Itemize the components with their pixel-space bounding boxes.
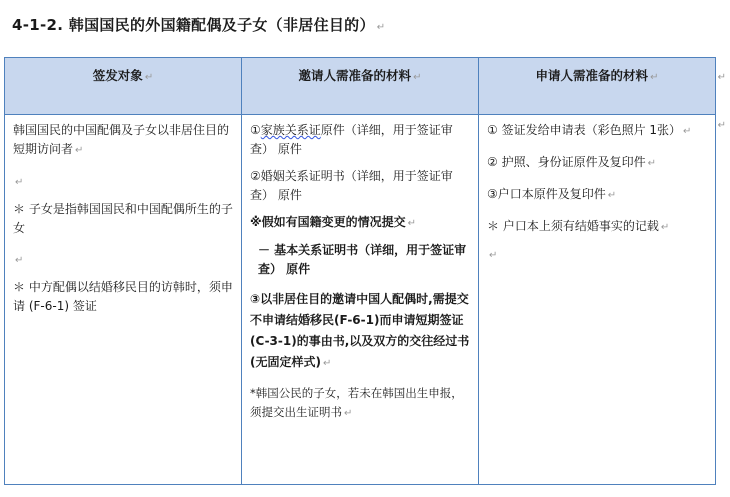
header-issuance-target bbox=[5, 58, 242, 115]
paragraph-mark: ↵ bbox=[144, 72, 154, 83]
marriage-visa-note: ＊ 中方配偶以结婚移民目的访韩时，须申请 (F-6-1) 签证 bbox=[13, 280, 233, 313]
header-issuance-target-text: 签发对象 bbox=[92, 68, 143, 83]
paragraph-mark: ↵ bbox=[376, 22, 386, 33]
paragraph-mark: ↵ bbox=[660, 222, 670, 233]
cell-applicant-materials bbox=[479, 115, 716, 485]
nationality-change-note: ※假如有国籍变更的情况提交 bbox=[250, 215, 406, 229]
paragraph-mark: ↵ bbox=[15, 255, 24, 266]
household-register-note: ＊ 户口本上须有结婚事实的记载 bbox=[487, 219, 659, 233]
item1-number: ① bbox=[250, 123, 261, 137]
paragraph-mark: ↵ bbox=[322, 358, 332, 369]
table-row bbox=[5, 115, 716, 485]
item1-spellcheck-text: 家族关系证 bbox=[260, 123, 321, 137]
cell-issuance-target bbox=[5, 115, 242, 485]
paragraph-mark: ↵ bbox=[344, 408, 353, 419]
row-end-mark: ↵ bbox=[717, 120, 726, 131]
paragraph-mark: ↵ bbox=[683, 126, 692, 137]
header-inviter-materials-text: 邀请人需准备的材料 bbox=[298, 68, 412, 83]
section-title bbox=[12, 14, 385, 35]
cell-inviter-materials bbox=[242, 115, 479, 485]
row-end-mark: ↵ bbox=[717, 72, 726, 83]
children-note: ＊ 子女是指韩国国民和中国配偶所生的子女 bbox=[13, 202, 233, 235]
basic-relation-certificate: － 基本关系证明书（详细，用于签证审查） 原件 bbox=[258, 243, 467, 276]
paragraph-mark: ↵ bbox=[75, 145, 84, 156]
paragraph-mark: ↵ bbox=[647, 158, 656, 169]
table-header-row bbox=[5, 58, 716, 115]
paragraph-mark: ↵ bbox=[413, 72, 422, 83]
header-inviter-materials bbox=[242, 58, 479, 115]
paragraph-mark: ↵ bbox=[650, 72, 659, 83]
paragraph-mark: ↵ bbox=[407, 218, 417, 229]
item2-passport-id: ② 护照、身份证原件及复印件 bbox=[487, 155, 646, 169]
item3-household-register: ③户口本原件及复印件 bbox=[487, 187, 606, 201]
target-description: 韩国国民的中国配偶及子女以非居住目的短期访问者 bbox=[13, 123, 230, 156]
paragraph-mark: ↵ bbox=[489, 250, 498, 261]
item1-visa-application-form: ① 签证发给申请表（彩色照片 1张） bbox=[487, 123, 682, 137]
header-applicant-materials-text: 申请人需准备的材料 bbox=[535, 68, 649, 83]
item1-family-certificate: 原件（详细，用于签证审查） 原件 bbox=[250, 123, 453, 156]
section-title-text: 4-1-2. 韩国国民的外国籍配偶及子女（非居住目的） bbox=[12, 16, 375, 34]
birth-certificate-note: *韩国公民的子女，若未在韩国出生申报，须提交出生证明书 bbox=[250, 386, 463, 419]
item3-reason-statement: ③以非居住目的邀请中国人配偶时,需提交不申请结婚移民(F-6-1)而申请短期签证(C-3-1)的事由书,以及双方的交往经过书(无固定样式) bbox=[250, 292, 470, 369]
header-applicant-materials bbox=[479, 58, 716, 115]
item2-marriage-certificate: ②婚姻关系证明书（详细，用于签证审查） 原件 bbox=[250, 169, 453, 202]
paragraph-mark: ↵ bbox=[15, 177, 24, 188]
requirements-table bbox=[4, 57, 716, 485]
paragraph-mark: ↵ bbox=[607, 190, 617, 201]
